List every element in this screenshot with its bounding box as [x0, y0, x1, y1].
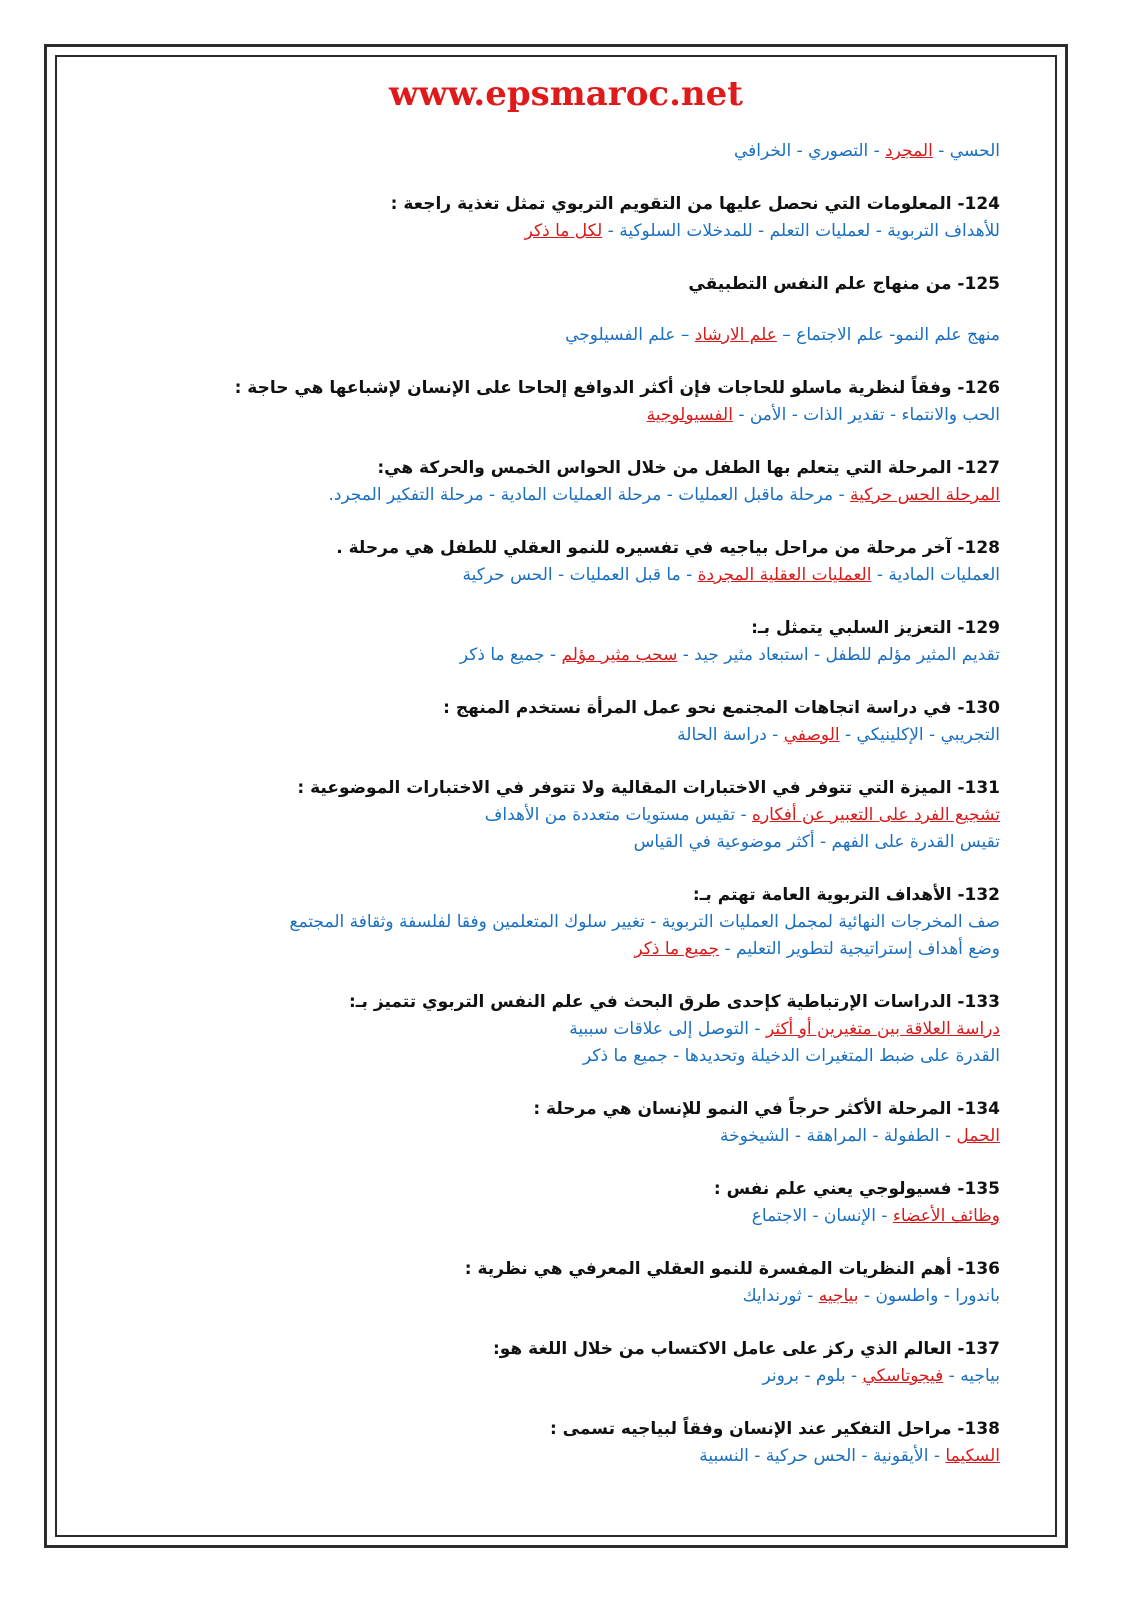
question-text: - مراحل التفكير عند الإنسان وفقاً لبياجيه تسمى : — [549, 1419, 965, 1439]
options-line — [230, 1443, 1000, 1470]
question-text: - أهم النظريات المفسرة للنمو العقلي المعرفي هي نظرية : — [464, 1259, 965, 1279]
question-number: 131 — [964, 778, 1000, 798]
options-line — [230, 1363, 1000, 1390]
question-list — [230, 138, 1000, 1470]
answer-option: - — [932, 141, 950, 161]
options-line — [230, 802, 1000, 829]
question-text: - الدراسات الإرتباطية كإحدى طرق البحث في علم النفس التربوي تتميز بـ: — [348, 992, 965, 1012]
answer-option: - التصوري - الخرافي — [733, 141, 886, 161]
answer-option: - الإنسان - الاجتماع — [751, 1206, 893, 1226]
question-text: - آخر مرحلة من مراحل بياجيه في تفسيره للنمو العقلي للطفل هي مرحلة . — [336, 538, 965, 558]
correct-answer: الفسيولوجية — [646, 405, 733, 425]
question-text: - المرحلة الأكثر حرجاً في النمو للإنسان هي مرحلة : — [533, 1099, 965, 1119]
question-number: 134 — [964, 1099, 1000, 1119]
question-130 — [230, 695, 1000, 722]
question-135 — [230, 1176, 1000, 1203]
question-text: - من منهاج علم النفس التطبيقي — [688, 274, 965, 294]
question-number: 132 — [964, 885, 1000, 905]
correct-answer: علم الارشاد — [694, 325, 777, 345]
question-text: - فسيولوجي يعني علم نفس : — [713, 1179, 965, 1199]
options-line — [230, 1016, 1000, 1043]
options-line — [230, 322, 1000, 349]
question-131 — [230, 775, 1000, 802]
answer-option: - الأيقونية - الحس حركية - النسبية — [699, 1446, 946, 1466]
question-text: - في دراسة اتجاهات المجتمع نحو عمل المرأة نستخدم المنهج : — [443, 698, 965, 718]
correct-answer: وظائف الأعضاء — [892, 1206, 1000, 1226]
question-number: 133 — [964, 992, 1000, 1012]
correct-answer: الوصفي — [783, 725, 840, 745]
question-136 — [230, 1256, 1000, 1283]
options-line — [230, 829, 1000, 856]
options-line — [230, 482, 1000, 509]
intro-options-line — [230, 138, 1000, 165]
question-text: - الأهداف التربوية العامة تهتم بـ: — [692, 885, 965, 905]
question-number: 129 — [964, 618, 1000, 638]
options-line — [230, 909, 1000, 936]
question-125 — [230, 271, 1000, 298]
answer-option: – علم الفسيلوجي — [565, 325, 695, 345]
answer-option: الحب والانتماء - تقدير الذات - الأمن - — [732, 405, 1000, 425]
answer-option: بياجيه - — [943, 1366, 1000, 1386]
answer-option: للأهداف التربوية - لعمليات التعلم - للمدخلات السلوكية - — [602, 221, 1000, 241]
options-line — [230, 642, 1000, 669]
answer-option: باندورا - واطسون - — [858, 1286, 1000, 1306]
answer-option: الحسي — [949, 141, 1000, 161]
correct-answer: المرحلة الحس حركية — [850, 485, 1000, 505]
question-text: - التعزيز السلبي يتمثل بـ: — [751, 618, 965, 638]
answer-option: - بلوم - برونر — [762, 1366, 863, 1386]
answer-option: العمليات المادية - — [871, 565, 1000, 585]
answer-option: تقديم المثير مؤلم للطفل - استبعاد مثير جيد - — [677, 645, 1000, 665]
question-number: 124 — [964, 194, 1000, 214]
options-line — [230, 402, 1000, 429]
correct-answer: بياجيه — [818, 1286, 859, 1306]
question-129 — [230, 615, 1000, 642]
answer-option: - دراسة الحالة — [677, 725, 784, 745]
question-number: 126 — [964, 378, 1000, 398]
question-number: 127 — [964, 458, 1000, 478]
correct-answer: فيجوتاسكي — [862, 1366, 944, 1386]
correct-answer: السكيما — [945, 1446, 1000, 1466]
question-number: 128 — [964, 538, 1000, 558]
question-134 — [230, 1096, 1000, 1123]
answer-option: القدرة على ضبط المتغيرات الدخيلة وتحديدها - جميع ما ذكر — [583, 1046, 1000, 1066]
correct-answer: دراسة العلاقة بين متغيرين أو أكثر — [765, 1019, 1000, 1039]
answer-option: - ثورندايك — [742, 1286, 819, 1306]
question-text: - العالم الذي ركز على عامل الاكتساب من خلال اللغة هو: — [492, 1339, 965, 1359]
answer-option: - الطفولة - المراهقة - الشيخوخة — [719, 1126, 957, 1146]
answer-option: التجريبي - الإكلينيكي - — [839, 725, 1000, 745]
answer-option: - ما قبل العمليات - الحس حركية — [462, 565, 698, 585]
question-133 — [230, 989, 1000, 1016]
answer-option: وضع أهداف إستراتيجية لتطوير التعليم - — [719, 939, 1000, 959]
options-line — [230, 1123, 1000, 1150]
site-url: www.epsmaroc.net — [389, 74, 743, 114]
question-number: 125 — [964, 274, 1000, 294]
options-line — [230, 218, 1000, 245]
question-text: - الميزة التي تتوفر في الاختبارات المقالية ولا تتوفر في الاختبارات الموضوعية : — [297, 778, 965, 798]
correct-answer: المجرد — [885, 141, 933, 161]
answer-option: منهج علم النمو- علم الاجتماع – — [776, 325, 1000, 345]
question-text: - المرحلة التي يتعلم بها الطفل من خلال الحواس الخمس والحركة هي: — [377, 458, 965, 478]
answer-option: - تقيس مستويات متعددة من الأهداف — [484, 805, 753, 825]
options-line — [230, 1283, 1000, 1310]
answer-option: - جميع ما ذكر — [459, 645, 562, 665]
answer-option: تقيس القدرة على الفهم - أكثر موضوعية في القياس — [633, 832, 1000, 852]
question-128 — [230, 535, 1000, 562]
correct-answer: العمليات العقلية المجردة — [697, 565, 872, 585]
question-number: 130 — [964, 698, 1000, 718]
question-text: - المعلومات التي نحصل عليها من التقويم التربوي تمثل تغذية راجعة : — [390, 194, 965, 214]
question-138 — [230, 1416, 1000, 1443]
question-124 — [230, 191, 1000, 218]
correct-answer: الحمل — [956, 1126, 1000, 1146]
answer-option: - التوصل إلى علاقات سببية — [569, 1019, 766, 1039]
question-number: 136 — [964, 1259, 1000, 1279]
answer-option: - مرحلة ماقبل العمليات - مرحلة العمليات المادية - مرحلة التفكير المجرد. — [328, 485, 851, 505]
question-number: 135 — [964, 1179, 1000, 1199]
options-line — [230, 1043, 1000, 1070]
correct-answer: جميع ما ذكر — [634, 939, 720, 959]
options-line — [230, 562, 1000, 589]
options-line — [230, 936, 1000, 963]
correct-answer: تشجيع الفرد على التعبير عن أفكاره — [752, 805, 1000, 825]
question-number: 137 — [964, 1339, 1000, 1359]
answer-option: صف المخرجات النهائية لمجمل العمليات التربوية - تغيير سلوك المتعلمين وفقا لفلسفة وثقافة المجتمع — [289, 912, 1000, 932]
question-text: - وفقاً لنظرية ماسلو للحاجات فإن أكثر الدوافع إلحاحا على الإنسان لإشباعها هي حاجة : — [234, 378, 965, 398]
question-127 — [230, 455, 1000, 482]
question-126 — [230, 375, 1000, 402]
options-line — [230, 722, 1000, 749]
options-line — [230, 1203, 1000, 1230]
correct-answer: لكل ما ذكر — [524, 221, 603, 241]
question-137 — [230, 1336, 1000, 1363]
correct-answer: سحب مثير مؤلم — [561, 645, 678, 665]
question-132 — [230, 882, 1000, 909]
question-number: 138 — [964, 1419, 1000, 1439]
